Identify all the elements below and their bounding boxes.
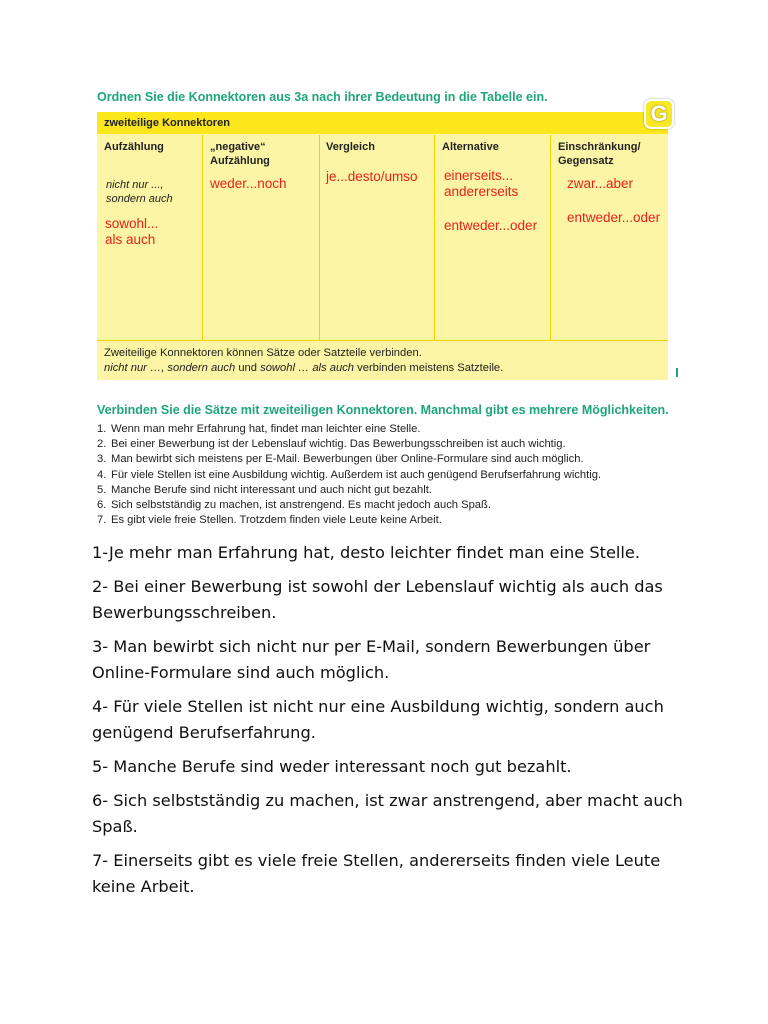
- answer-sentence: 4- Für viele Stellen ist nicht nur eine Ausbildung wichtig, sondern auch genügend Berufserfahrung.: [92, 697, 664, 742]
- table-row-divider: [97, 340, 668, 341]
- column-divider: [434, 135, 435, 340]
- item-text: Für viele Stellen ist eine Ausbildung wichtig. Außerdem ist auch genügend Berufserfahrung wichtig.: [111, 468, 602, 481]
- list-item: [97, 422, 601, 437]
- item-number: 6.: [97, 499, 107, 512]
- margin-marker: [676, 368, 678, 377]
- column-header-vergleich: Vergleich: [326, 141, 375, 153]
- answer-sentence: 6- Sich selbstständig zu machen, ist zwar anstrengend, aber macht auch Spaß.: [92, 791, 683, 836]
- answer-sentence: 3- Man bewirbt sich nicht nur per E-Mail, sondern Bewerbungen über Online-Formulare sind auch möglich.: [92, 637, 651, 682]
- answer-negative-aufzaehlung: weder...noch: [210, 176, 287, 191]
- column-header-alternative: Alternative: [442, 141, 499, 153]
- note-italic: nicht nur …, sondern auch: [104, 361, 236, 374]
- item-number: 2.: [97, 438, 107, 451]
- item-text: Sich selbstständig zu machen, ist anstrengend. Es macht jedoch auch Spaß.: [111, 499, 491, 512]
- note-line: Zweiteilige Konnektoren können Sätze oder Satzteile verbinden.: [104, 347, 422, 359]
- grammar-badge-icon: G: [644, 99, 674, 129]
- answer-sentence: 7- Einerseits gibt es viele freie Stellen, andererseits finden viele Leute keine Arbeit.: [92, 851, 661, 896]
- item-text: Bei einer Bewerbung ist der Lebenslauf wichtig. Das Bewerbungsschreiben ist auch wichtig.: [111, 438, 566, 451]
- header-line: Aufzählung: [210, 155, 270, 167]
- answer-line: sowohl...: [105, 216, 159, 231]
- answer-line: einerseits...: [444, 168, 514, 183]
- column-divider: [319, 135, 320, 340]
- item-text: Es gibt viele freie Stellen. Trotzdem finden viele Leute keine Arbeit.: [111, 514, 442, 527]
- table-header-bar: [97, 112, 668, 134]
- note-text: verbinden meistens Satzteile.: [354, 361, 504, 374]
- answer-sentence: 5- Manche Berufe sind weder interessant noch gut bezahlt.: [92, 757, 572, 776]
- table-note: [104, 346, 664, 375]
- answer-einschraenkung-2: entweder...oder: [567, 210, 661, 225]
- item-number: 1.: [97, 423, 107, 435]
- item-number: 5.: [97, 483, 107, 496]
- item-text: Man bewirbt sich meistens per E-Mail. Bewerbungen über Online-Formulare sind auch möglich.: [111, 453, 584, 466]
- example-line: sondern auch: [106, 193, 173, 205]
- header-line: Einschränkung/: [558, 141, 641, 153]
- item-number: 3.: [97, 453, 107, 466]
- example-text: [106, 178, 173, 206]
- answer-alternative-1: [444, 168, 518, 199]
- header-line: „negative“: [210, 141, 266, 153]
- note-line: [104, 361, 664, 376]
- answer-sentence: 2- Bei einer Bewerbung ist sowohl der Lebenslauf wichtig als auch das Bewerbungsschreiben.: [92, 577, 663, 622]
- example-line: nicht nur ...,: [106, 179, 164, 191]
- answer-einschraenkung-1: zwar...aber: [567, 176, 634, 191]
- item-number: 7.: [97, 514, 107, 527]
- answer-aufzaehlung: [105, 216, 158, 247]
- column-divider: [550, 135, 551, 340]
- item-number: 4.: [97, 468, 107, 481]
- answer-list: [92, 540, 692, 908]
- column-header-aufzaehlung: Aufzählung: [104, 141, 164, 153]
- header-line: Gegensatz: [558, 155, 614, 167]
- note-italic: sowohl … als auch: [260, 361, 355, 374]
- column-header-einschraenkung: [558, 140, 641, 168]
- answer-alternative-2: entweder...oder: [444, 218, 538, 233]
- list-item: [97, 437, 601, 452]
- note-text: und: [235, 361, 261, 374]
- answer-vergleich: je...desto/umso: [326, 169, 418, 184]
- table-caption: zweiteilige Konnektoren: [104, 117, 230, 129]
- column-header-negative-aufzaehlung: [210, 140, 270, 168]
- list-item: [97, 483, 601, 498]
- column-divider: [202, 135, 203, 340]
- answer-sentence: 1-Je mehr man Erfahrung hat, desto leichter findet man eine Stelle.: [92, 543, 641, 562]
- connector-table: [97, 112, 668, 380]
- answer-line: als auch: [105, 231, 156, 247]
- list-item: [97, 513, 601, 528]
- list-item: [97, 452, 601, 467]
- item-text: Wenn man mehr Erfahrung hat, findet man leichter eine Stelle.: [111, 423, 421, 435]
- sentence-list: [97, 422, 601, 528]
- item-text: Manche Berufe sind nicht interessant und auch nicht gut bezahlt.: [111, 483, 432, 496]
- answer-line: andererseits: [444, 183, 519, 199]
- list-item: [97, 468, 601, 483]
- exercise2-title: Verbinden Sie die Sätze mit zweiteiligen Konnektoren. Manchmal gibt es mehrere Möglichkeiten.: [97, 403, 669, 417]
- list-item: [97, 498, 601, 513]
- exercise1-title: Ordnen Sie die Konnektoren aus 3a nach ihrer Bedeutung in die Tabelle ein.: [97, 90, 548, 104]
